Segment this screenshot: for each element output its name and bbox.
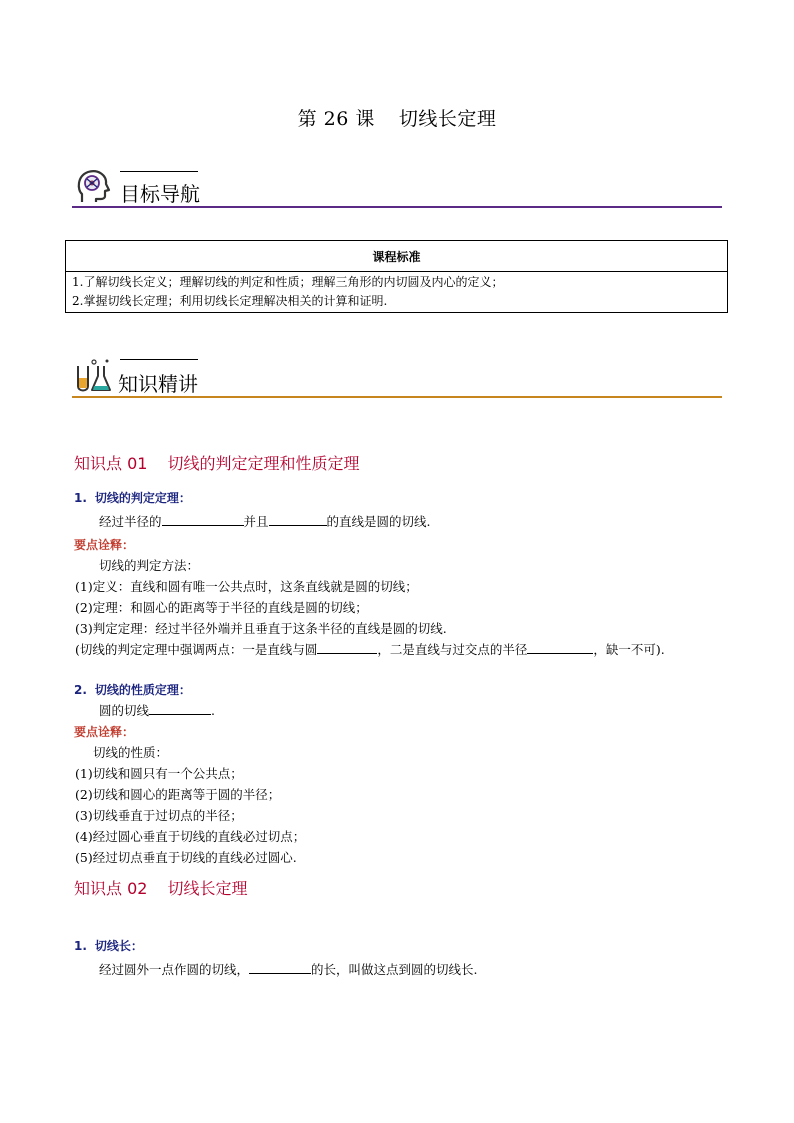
fill-in-sentence [99,960,478,978]
answer-blank[interactable] [162,512,244,526]
section-topline [120,359,198,360]
list-item: (3)切线垂直于过切点的半径； [75,808,243,823]
text: 经过半径的 [99,514,162,529]
section-underline-knowledge [72,396,722,398]
table-body [66,272,728,313]
list-item: (2)定理：和圆心的距离等于半径的直线是圆的切线； [75,600,368,615]
text: 并且 [243,514,269,529]
knowledge-point-heading [74,876,247,899]
text: 经过圆外一点作圆的切线， [99,962,250,977]
answer-blank[interactable] [317,640,377,654]
list-item: (2)切线和圆心的距离等于圆的半径； [75,787,281,802]
fill-in-sentence [99,701,215,719]
page-title [0,104,794,131]
answer-blank[interactable] [527,640,593,654]
lesson-name: 切线长定理 [398,108,497,130]
text-line: 切线的性质： [93,745,169,760]
note-line [75,640,665,658]
kp-title: 切线长定理 [167,879,248,898]
text: . [211,703,215,718]
text-line: 切线的判定方法： [99,558,200,573]
answer-blank[interactable] [269,512,327,526]
kp-number: 知识点 01 [74,454,148,473]
section-title-goal: 目标导航 [120,182,200,206]
section-topline [120,171,198,172]
subheading [74,489,191,506]
key-points-label: 要点诠释： [74,538,135,552]
answer-blank[interactable] [149,701,211,715]
answer-blank[interactable] [249,960,311,974]
kp-number: 知识点 02 [74,879,148,898]
list-item: (1)切线和圆只有一个公共点； [75,766,243,781]
key-points-label: 要点诠释： [74,725,135,739]
sub-label: 切线的判定定理： [94,491,191,505]
kp-title: 切线的判定定理和性质定理 [167,454,360,473]
list-item: (5)经过切点垂直于切线的直线必过圆心. [75,850,297,865]
text: 圆的切线 [99,703,150,718]
text: (切线的判定定理中强调两点：一是直线与圆 [75,642,318,657]
sub-number: 1. [74,939,87,953]
course-standards-table [65,240,728,313]
fill-in-sentence [99,512,431,530]
sub-number: 2. [74,683,87,697]
subheading [74,681,191,698]
sub-label: 切线长： [94,939,143,953]
flask-icon [72,356,112,396]
text: ，二是直线与过交点的半径 [377,642,528,657]
section-title-knowledge: 知识精讲 [118,372,198,396]
subheading [74,937,143,954]
list-item: (3)判定定理：经过半径外端并且垂直于这条半径的直线是圆的切线. [75,621,447,636]
standard-item: 1.了解切线长定义；理解切线的判定和性质；理解三角形的内切圆及内心的定义； [72,275,504,289]
list-item: (4)经过圆心垂直于切线的直线必过切点； [75,829,306,844]
text: ，缺一不可). [593,642,665,657]
lesson-number: 第 26 课 [297,108,375,130]
table-header: 课程标准 [66,241,728,272]
standard-item: 2.掌握切线长定理；利用切线长定理解决相关的计算和证明. [72,294,388,308]
text: 的直线是圆的切线. [326,514,431,529]
sub-number: 1. [74,491,87,505]
knowledge-point-heading [74,451,359,474]
list-item: (1)定义：直线和圆有唯一公共点时，这条直线就是圆的切线； [75,579,418,594]
text: 的长，叫做这点到圆的切线长. [311,962,478,977]
section-underline-goal [72,206,722,208]
head-gears-icon [74,166,114,206]
sub-label: 切线的性质定理： [94,683,191,697]
